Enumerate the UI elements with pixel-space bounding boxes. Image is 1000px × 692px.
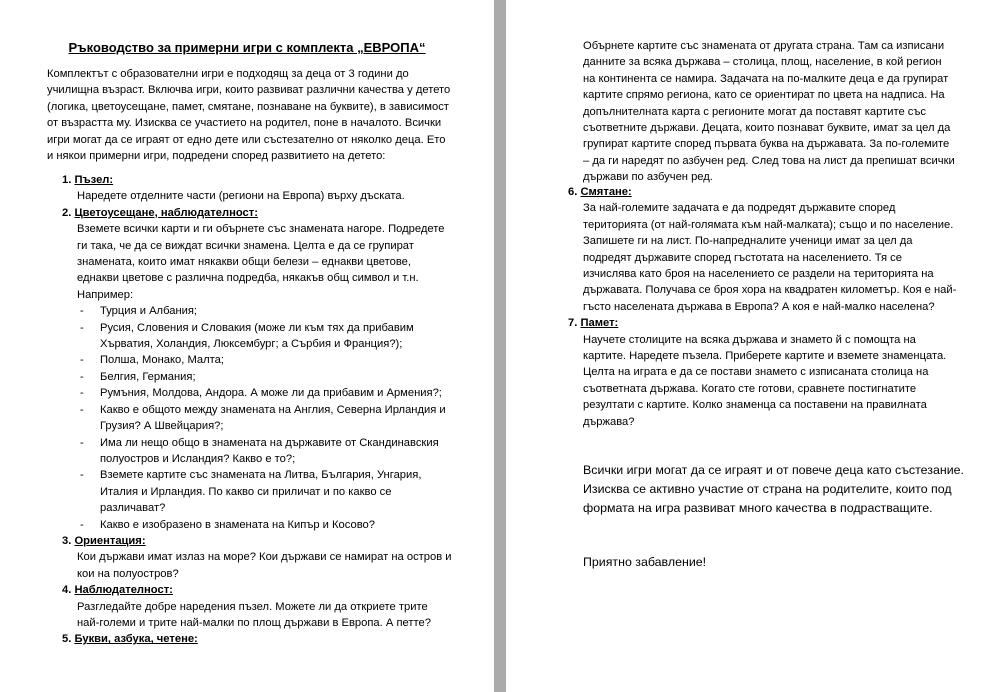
item-title: Памет: — [580, 317, 619, 330]
farewell-text: Приятно забавление! — [583, 555, 707, 569]
item-body: За най-големите задачата е да подредят държавите според територията (от най-голямата към най-малката); също и по население. Запишете ги на лист. По-напредналите ученици имат за цел да подредят държавите според гъстотата на населението. Тя се изчислява като броя на населението се раздели на територията на държавата. Получава се броя хора на квадратен километър. Коя е най-гъсто населената държава в Европа? А коя е най-малко населена? — [583, 202, 957, 313]
document-title: Ръководство за примерни игри с комплекта „ЕВРОПА“ — [68, 40, 426, 55]
list-item: - Полша, Монако, Малта; — [77, 352, 452, 368]
flag-examples-list — [62, 303, 452, 533]
list-item: - Какво е изобразено в знамената на Кипър и Косово? — [77, 517, 452, 533]
list-item-6 — [568, 184, 958, 315]
list-item-7 — [568, 315, 958, 430]
list-item: - Турция и Албания; — [77, 303, 452, 319]
closing-paragraph: Всички игри могат да се играят и от повече деца като състезание. Изисква се активно участие от страна на родителите, които под формата на игра развиват много качества в подрастващите. — [583, 463, 964, 515]
item-body: Вземете всички карти и ги обърнете със знамената нагоре. Подредете ги така, че да се виждат всички знамена. Целта е да се групират знамената, които имат някакви общи белези – еднакви цветове, еднакви цветове с различна подредба, някакъв общ символ и т.н. Например: — [77, 223, 445, 301]
page-right — [506, 0, 1000, 692]
list-item-2 — [62, 205, 452, 533]
item-number: 5. — [62, 633, 72, 646]
item-body: Наредете отделните части (региони на Европа) върху дъската. — [77, 190, 405, 203]
item-body: Научете столиците на всяка държава и знамето й с помощта на картите. Наредете пъзела. Приберете картите и вземете знаменцата. Целта на играта е да се постави знамето с изписаната столица на съответната държава. Когато сте готови, сравнете постигнатите резултати с картите. Колко знаменца са поставени на правилната държава? — [583, 333, 947, 428]
item-title: Букви, азбука, четене: — [74, 633, 198, 646]
item5-continued-body: Обърнете картите със знамената от другата страна. Там са изписани данните за всяка държава – столица, площ, население, в кой регион на континента се намира. Задачата на по-малките деца е да групират картите спрямо региона, като се ориентират по цвета на надписа. На допълнителната карта с регионите могат да поставят картите със съответните държави. Децата, които познават буквите, имат за цел да групират картите според първата буква на държавата. За по-големите – да ги наредят по азбучен ред. След това на лист да препишат всички държави по азбучен ред. — [583, 40, 955, 184]
item-body: Разгледайте добре наредения пъзел. Можете ли да откриете трите най-големи и трите най-малки по площ държави в Европа. А петте? — [77, 600, 431, 629]
list-item-3 — [62, 533, 452, 582]
list-item: - Какво е общото между знамената на Англия, Северна Ирландия и Грузия? А Швейцария?; — [77, 402, 452, 435]
item-title: Ориентация: — [74, 534, 146, 547]
item-title: Цветоусещане, наблюдателност: — [74, 206, 258, 219]
list-item-4 — [62, 582, 452, 631]
list-item: - Белгия, Германия; — [77, 369, 452, 385]
games-list-part2 — [568, 184, 958, 430]
list-item: - Русия, Словения и Словакия (може ли към тях да прибавим Хърватия, Холандия, Люксембург; а Сърбия и Франция?); — [77, 320, 452, 353]
intro-paragraph: Комплектът с образователни игри е подходящ за деца от 3 години до училищна възраст. Включва игри, които развиват различни качества у детето (логика, цветоусещане, памет, смятане, познаване на буквите), в зависимост от възрастта му. Изисква се участието на родител, поне в началото. Всички игри могат да се играят от едно дете или състезателно от няколко деца. Ето и някои примерни игри, подредени според развитието на детето: — [47, 68, 451, 163]
page-left — [0, 0, 494, 692]
item-number: 1. — [62, 174, 72, 186]
list-item: - Има ли нещо общо в знамената на държавите от Скандинавския полуостров и Исландия? Какво е то?; — [77, 435, 452, 468]
games-list-part1 — [62, 172, 452, 648]
list-item: - Вземете картите със знамената на Литва, България, Унгария, Италия и Ирландия. По какво си приличат и по какво се различават? — [77, 467, 452, 516]
item-number: 4. — [62, 584, 72, 597]
item-number: 6. — [568, 186, 578, 198]
item-number: 2. — [62, 206, 72, 219]
list-item: - Румъния, Молдова, Андора. А може ли да прибавим и Армения?; — [77, 385, 452, 401]
item-number: 3. — [62, 534, 72, 547]
item-body: Кои държави имат излаз на море? Кои държави се намират на остров и кои на полуостров? — [77, 551, 452, 580]
item-title: Наблюдателност: — [74, 584, 173, 597]
item-title: Смятане: — [580, 186, 632, 198]
item-title: Пъзел: — [74, 174, 114, 186]
item-number: 7. — [568, 317, 578, 330]
list-item-5 — [62, 631, 452, 647]
list-item-1 — [62, 172, 452, 205]
